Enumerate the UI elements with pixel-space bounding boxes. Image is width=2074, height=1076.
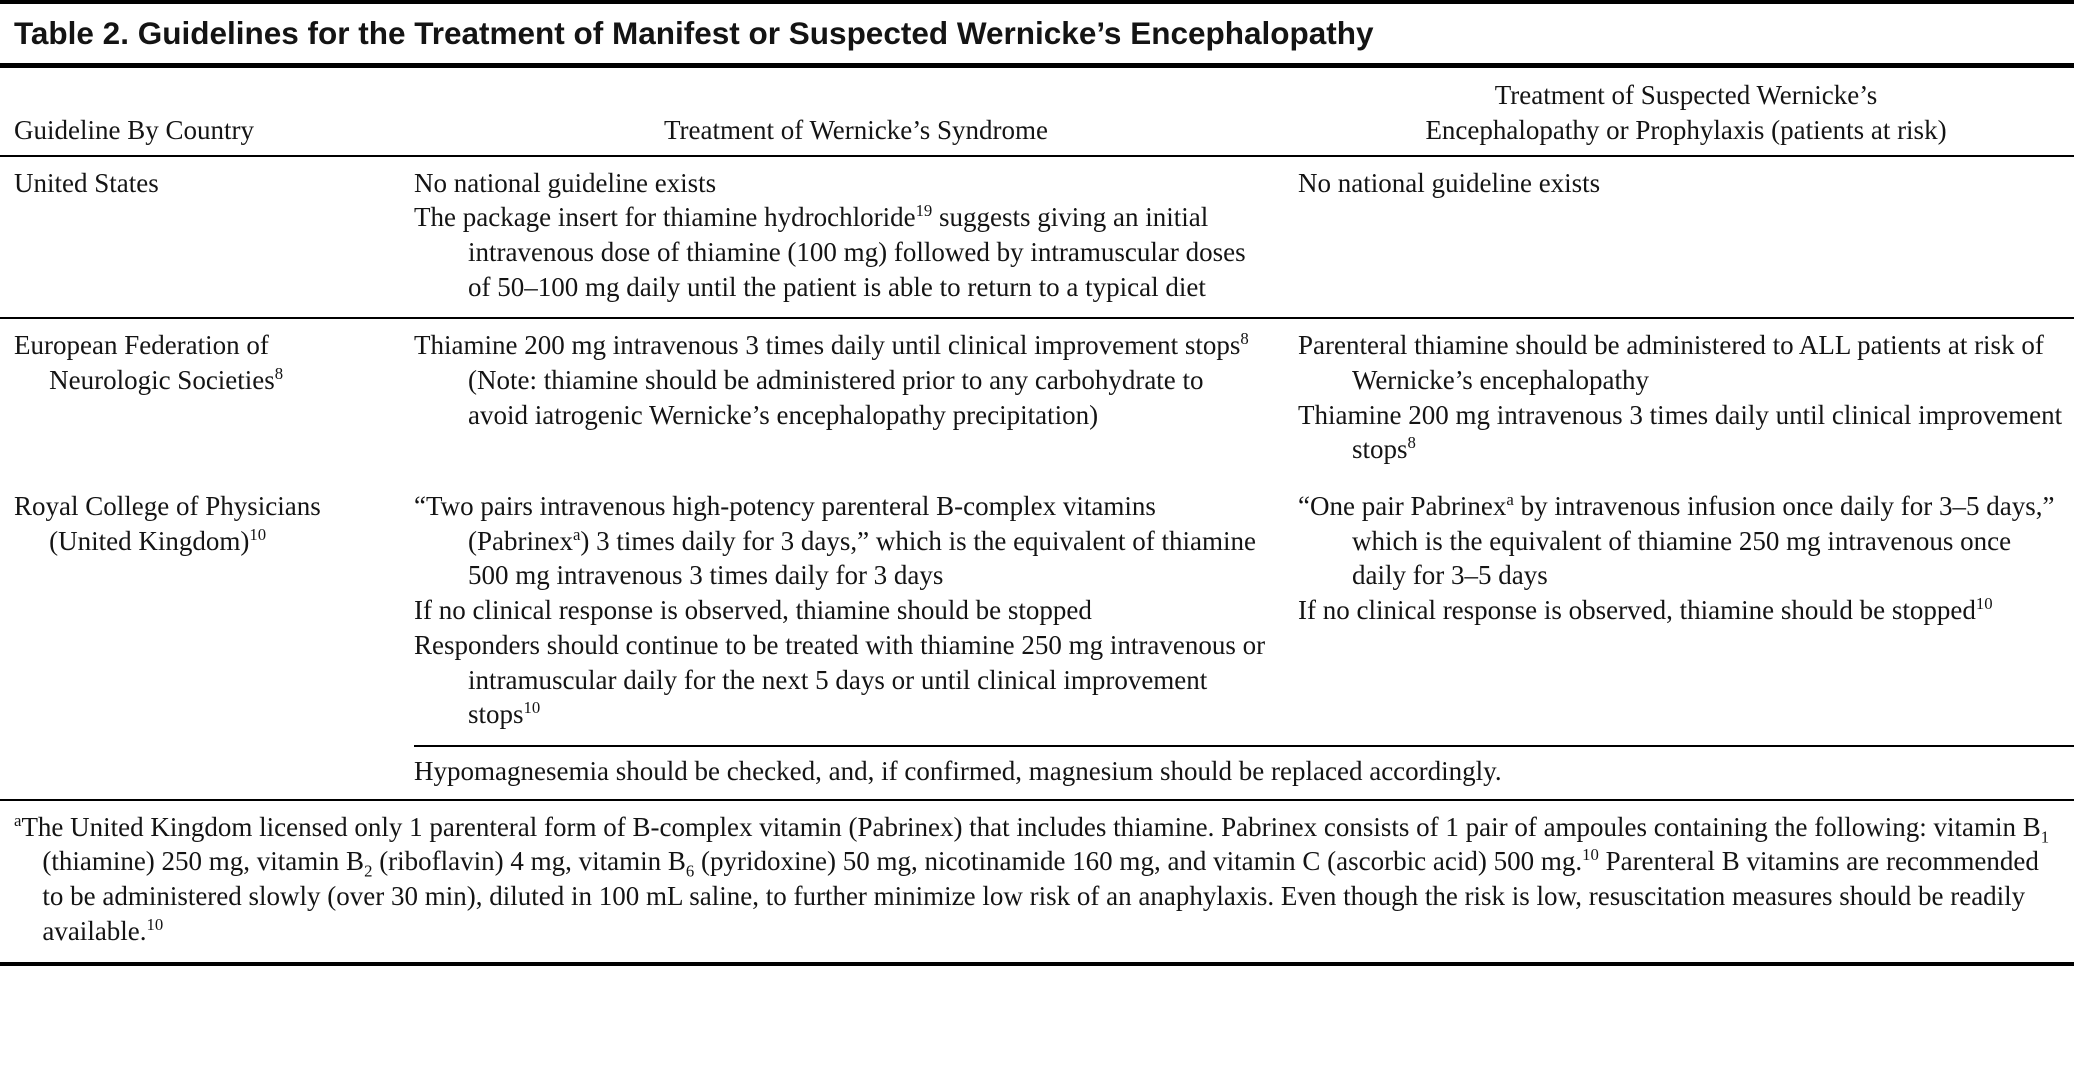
guidelines-table — [0, 68, 2074, 798]
column-header-line: Treatment of Wernicke’s Syndrome — [663, 114, 1048, 145]
country-line: (United Kingdom)$^{10}$ — [49, 524, 267, 556]
magnesium-note-cell: Hypomagnesemia should be checked, and, if confirmed, magnesium should be replaced accordingly. — [414, 746, 2074, 799]
table-footnote — [0, 799, 2074, 967]
treatment-cell — [414, 156, 1298, 319]
country-line: Royal College of Physicians — [14, 491, 321, 522]
paragraph: No national guideline exists — [414, 167, 717, 198]
prophylaxis-cell — [1298, 156, 2074, 319]
magnesium-note-row — [0, 746, 2074, 799]
paragraph: “One pair Pabrinex$^a$ by intravenous infusion once daily for 3–5 days,” which is the equivalent of thiamine 250 mg intravenous once daily for 3–5 days — [1298, 490, 2055, 591]
table-row — [0, 156, 2074, 319]
table-row — [0, 318, 2074, 480]
guideline-country-cell — [0, 318, 414, 480]
col-header-guideline-by-country — [0, 68, 414, 155]
col-header-treatment-wernickes-syndrome — [414, 68, 1298, 155]
header-row — [0, 68, 2074, 155]
column-header-line: Guideline By Country — [14, 114, 254, 145]
country-line: Neurologic Societies$^8$ — [49, 364, 284, 396]
guideline-country-cell — [0, 156, 414, 319]
paragraph: The package insert for thiamine hydrochloride$^{19}$ suggests giving an initial intravenous dose of thiamine (100 mg) followed by intramuscular doses of 50–100 mg daily until the patient is able to return to a typical diet — [414, 201, 1246, 302]
prophylaxis-cell — [1298, 318, 2074, 480]
footnote-text: $^a$The United Kingdom licensed only 1 parenteral form of B-complex vitamin (Pabrinex) that includes thiamine. Pabrinex consists of 1 pair of ampoules containing the following: vitamin $B_1$ (thiamine) 250 mg, vitamin $B_2$ (riboflavin) 4 mg, vitamin $B_6$ (pyridoxine) 50 mg, nicotinamide 160 mg, and vitamin C (ascorbic acid) 500 mg.$^{10}$ Parenteral B vitamins are recommended to be administered slowly (over 30 min), diluted in 100 mL saline, to further minimize low risk of an anaphylaxis. Even though the risk is low, resuscitation measures should be readily available.$^{10}$ — [14, 810, 2050, 946]
column-header-line: Encephalopathy or Prophylaxis (patients at risk) — [1425, 114, 1947, 145]
paragraph: No national guideline exists — [1298, 167, 1601, 198]
column-header-line: Treatment of Suspected Wernicke’s — [1494, 80, 1878, 111]
paragraph: If no clinical response is observed, thiamine should be stopped$^{10}$ — [1298, 594, 1993, 626]
paragraph: Thiamine 200 mg intravenous 3 times daily until clinical improvement stops$^8$ — [1298, 399, 2063, 465]
col-header-treatment-suspected-or-prophylaxis — [1298, 68, 2074, 155]
table-row — [0, 480, 2074, 746]
paragraph: “Two pairs intravenous high-potency parenteral B-complex vitamins (Pabrinex$^a$) 3 times daily for 3 days,” which is the equivalent of thiamine 500 mg intravenous 3 times daily for 3 days — [414, 491, 1256, 591]
treatment-cell — [414, 318, 1298, 480]
prophylaxis-cell — [1298, 480, 2074, 746]
paragraph: Responders should continue to be treated with thiamine 250 mg intravenous or intramuscular daily for the next 5 days or until clinical improvement stops$^{10}$ — [414, 629, 1266, 730]
guideline-country-cell — [0, 480, 414, 746]
country-line: United States — [14, 167, 159, 198]
paragraph: If no clinical response is observed, thiamine should be stopped — [414, 595, 1092, 626]
paragraph: Thiamine 200 mg intravenous 3 times daily until clinical improvement stops$^8$ (Note: thiamine should be administered prior to any carbohydrate to avoid iatrogenic Wernicke’s encephalopathy precipitation) — [414, 329, 1249, 430]
paragraph: Parenteral thiamine should be administered to ALL patients at risk of Wernicke’s encephalopathy — [1298, 330, 2044, 396]
treatment-cell — [414, 480, 1298, 746]
country-line: European Federation of — [14, 330, 269, 361]
table-title: Table 2. Guidelines for the Treatment of Manifest or Suspected Wernicke’s Encephalopathy — [0, 0, 2074, 68]
magnesium-note-spacer — [0, 746, 414, 799]
